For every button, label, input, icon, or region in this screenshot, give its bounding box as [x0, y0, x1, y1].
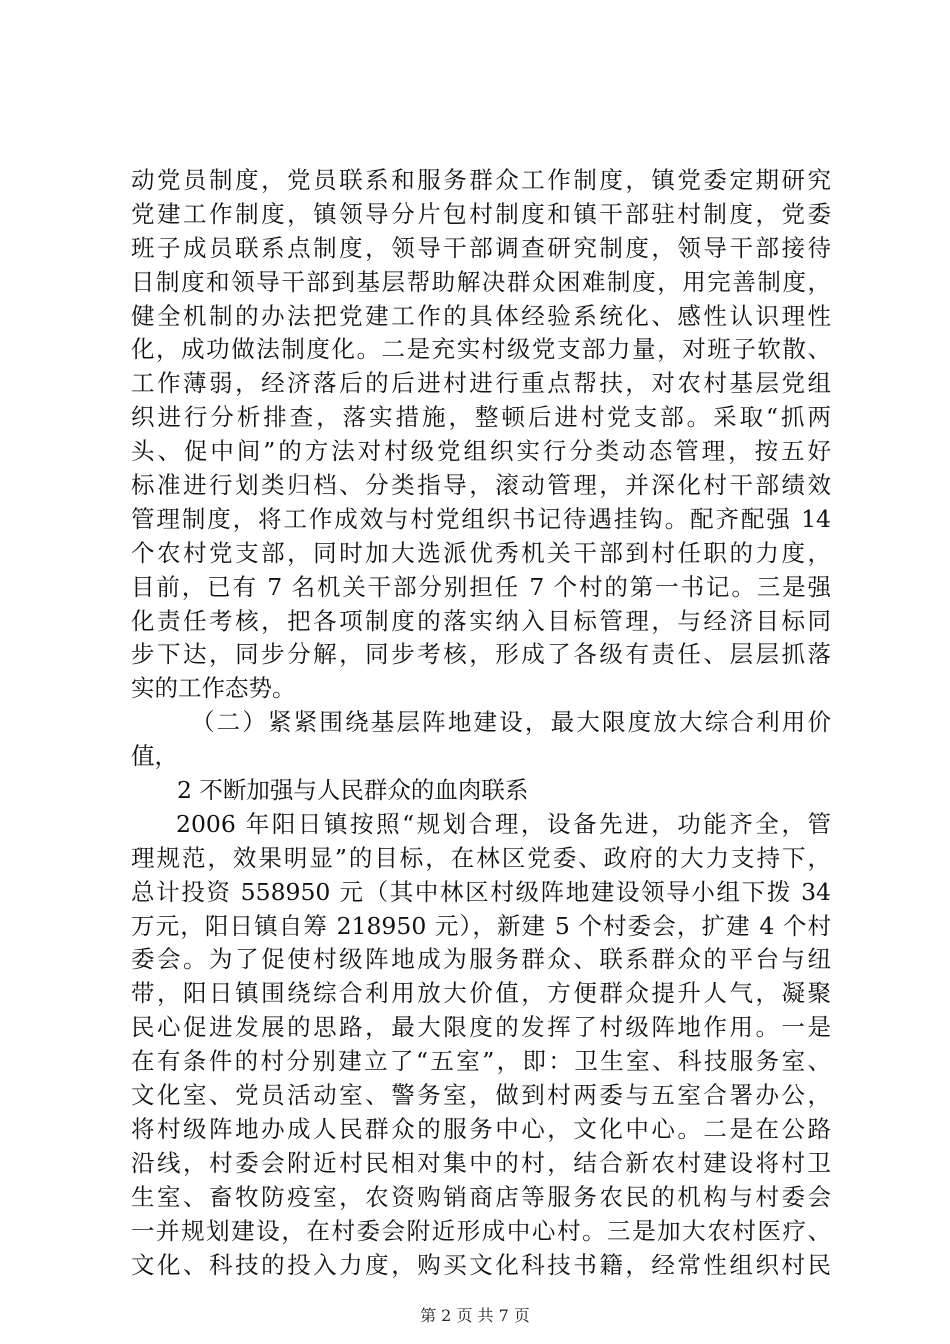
text-line: 文化室、党员活动室、警务室，做到村两委与五室合署办公， — [131, 1081, 831, 1110]
body-text — [131, 164, 831, 1282]
text-line: 文化、科技的投入力度，购买文化科技书籍，经常性组织村民 — [131, 1250, 831, 1279]
text-line: 总计投资 558950 元（其中林区村级阵地建设领导小组下拨 34 — [131, 877, 831, 906]
text-line: 生室、畜牧防疫室，农资购销商店等服务农民的机构与村委会 — [131, 1182, 831, 1211]
subheading: 2 不断加强与人民群众的血肉联系 — [177, 776, 529, 805]
text-line: 一并规划建设，在村委会附近形成中心村。三是加大农村医疗、 — [131, 1216, 831, 1245]
text-line: 化，成功做法制度化。二是充实村级党支部力量，对班子软散、 — [131, 335, 831, 364]
text-line: 健全机制的办法把党建工作的具体经验系统化、感性认识理性 — [131, 301, 831, 330]
text-line: 管理制度，将工作成效与村党组织书记待遇挂钩。配齐配强 14 — [131, 504, 831, 533]
section-heading-continuation: 值， — [131, 742, 178, 771]
text-line: 民心促进发展的思路，最大限度的发挥了村级阵地作用。一是 — [131, 1013, 831, 1042]
text-line: 织进行分析排查，落实措施，整顿后进村党支部。采取“抓两 — [131, 403, 831, 432]
page-number-footer: 第 2 页 共 7 页 — [420, 1306, 530, 1325]
text-line: 带，阳日镇围绕综合利用放大价值，方便群众提升人气，凝聚 — [131, 979, 831, 1008]
text-line: 在有条件的村分别建立了“五室”，即：卫生室、科技服务室、 — [131, 1047, 831, 1076]
section-heading: （二）紧紧围绕基层阵地建设，最大限度放大综合利用价 — [191, 708, 831, 737]
text-line: 步下达，同步分解，同步考核，形成了各级有责任、层层抓落 — [131, 640, 831, 669]
text-line: 委会。为了促使村级阵地成为服务群众、联系群众的平台与纽 — [131, 945, 831, 974]
text-line: 将村级阵地办成人民群众的服务中心，文化中心。二是在公路 — [131, 1114, 831, 1143]
text-line: 头、促中间”的方法对村级党组织实行分类动态管理，按五好 — [131, 437, 831, 466]
text-line: 个农村党支部，同时加大选派优秀机关干部到村任职的力度， — [131, 538, 831, 567]
text-line: 化责任考核，把各项制度的落实纳入目标管理，与经济目标同 — [131, 606, 831, 635]
text-line: 动党员制度，党员联系和服务群众工作制度，镇党委定期研究 — [131, 166, 831, 194]
text-line: 工作薄弱，经济落后的后进村进行重点帮扶，对农村基层党组 — [131, 369, 831, 398]
text-line: 目前，已有 7 名机关干部分别担任 7 个村的第一书记。三是强 — [131, 572, 831, 601]
text-line: 实的工作态势。 — [131, 674, 296, 703]
text-line: 标准进行划类归档、分类指导，滚动管理，并深化村干部绩效 — [131, 471, 831, 500]
text-line: 班子成员联系点制度，领导干部调查研究制度，领导干部接待 — [131, 233, 831, 262]
text-line: 理规范，效果明显”的目标，在林区党委、政府的大力支持下， — [131, 843, 831, 872]
text-line: 万元，阳日镇自筹 218950 元），新建 5 个村委会，扩建 4 个村 — [131, 911, 831, 940]
text-line: 沿线，村委会附近村民相对集中的村，结合新农村建设将村卫 — [131, 1148, 831, 1177]
text-line: 日制度和领导干部到基层帮助解决群众困难制度，用完善制度， — [131, 267, 831, 296]
text-line: 党建工作制度，镇领导分片包村制度和镇干部驻村制度，党委 — [131, 199, 831, 228]
text-line: 2006 年阳日镇按照“规划合理，设备先进，功能齐全，管 — [176, 809, 831, 838]
